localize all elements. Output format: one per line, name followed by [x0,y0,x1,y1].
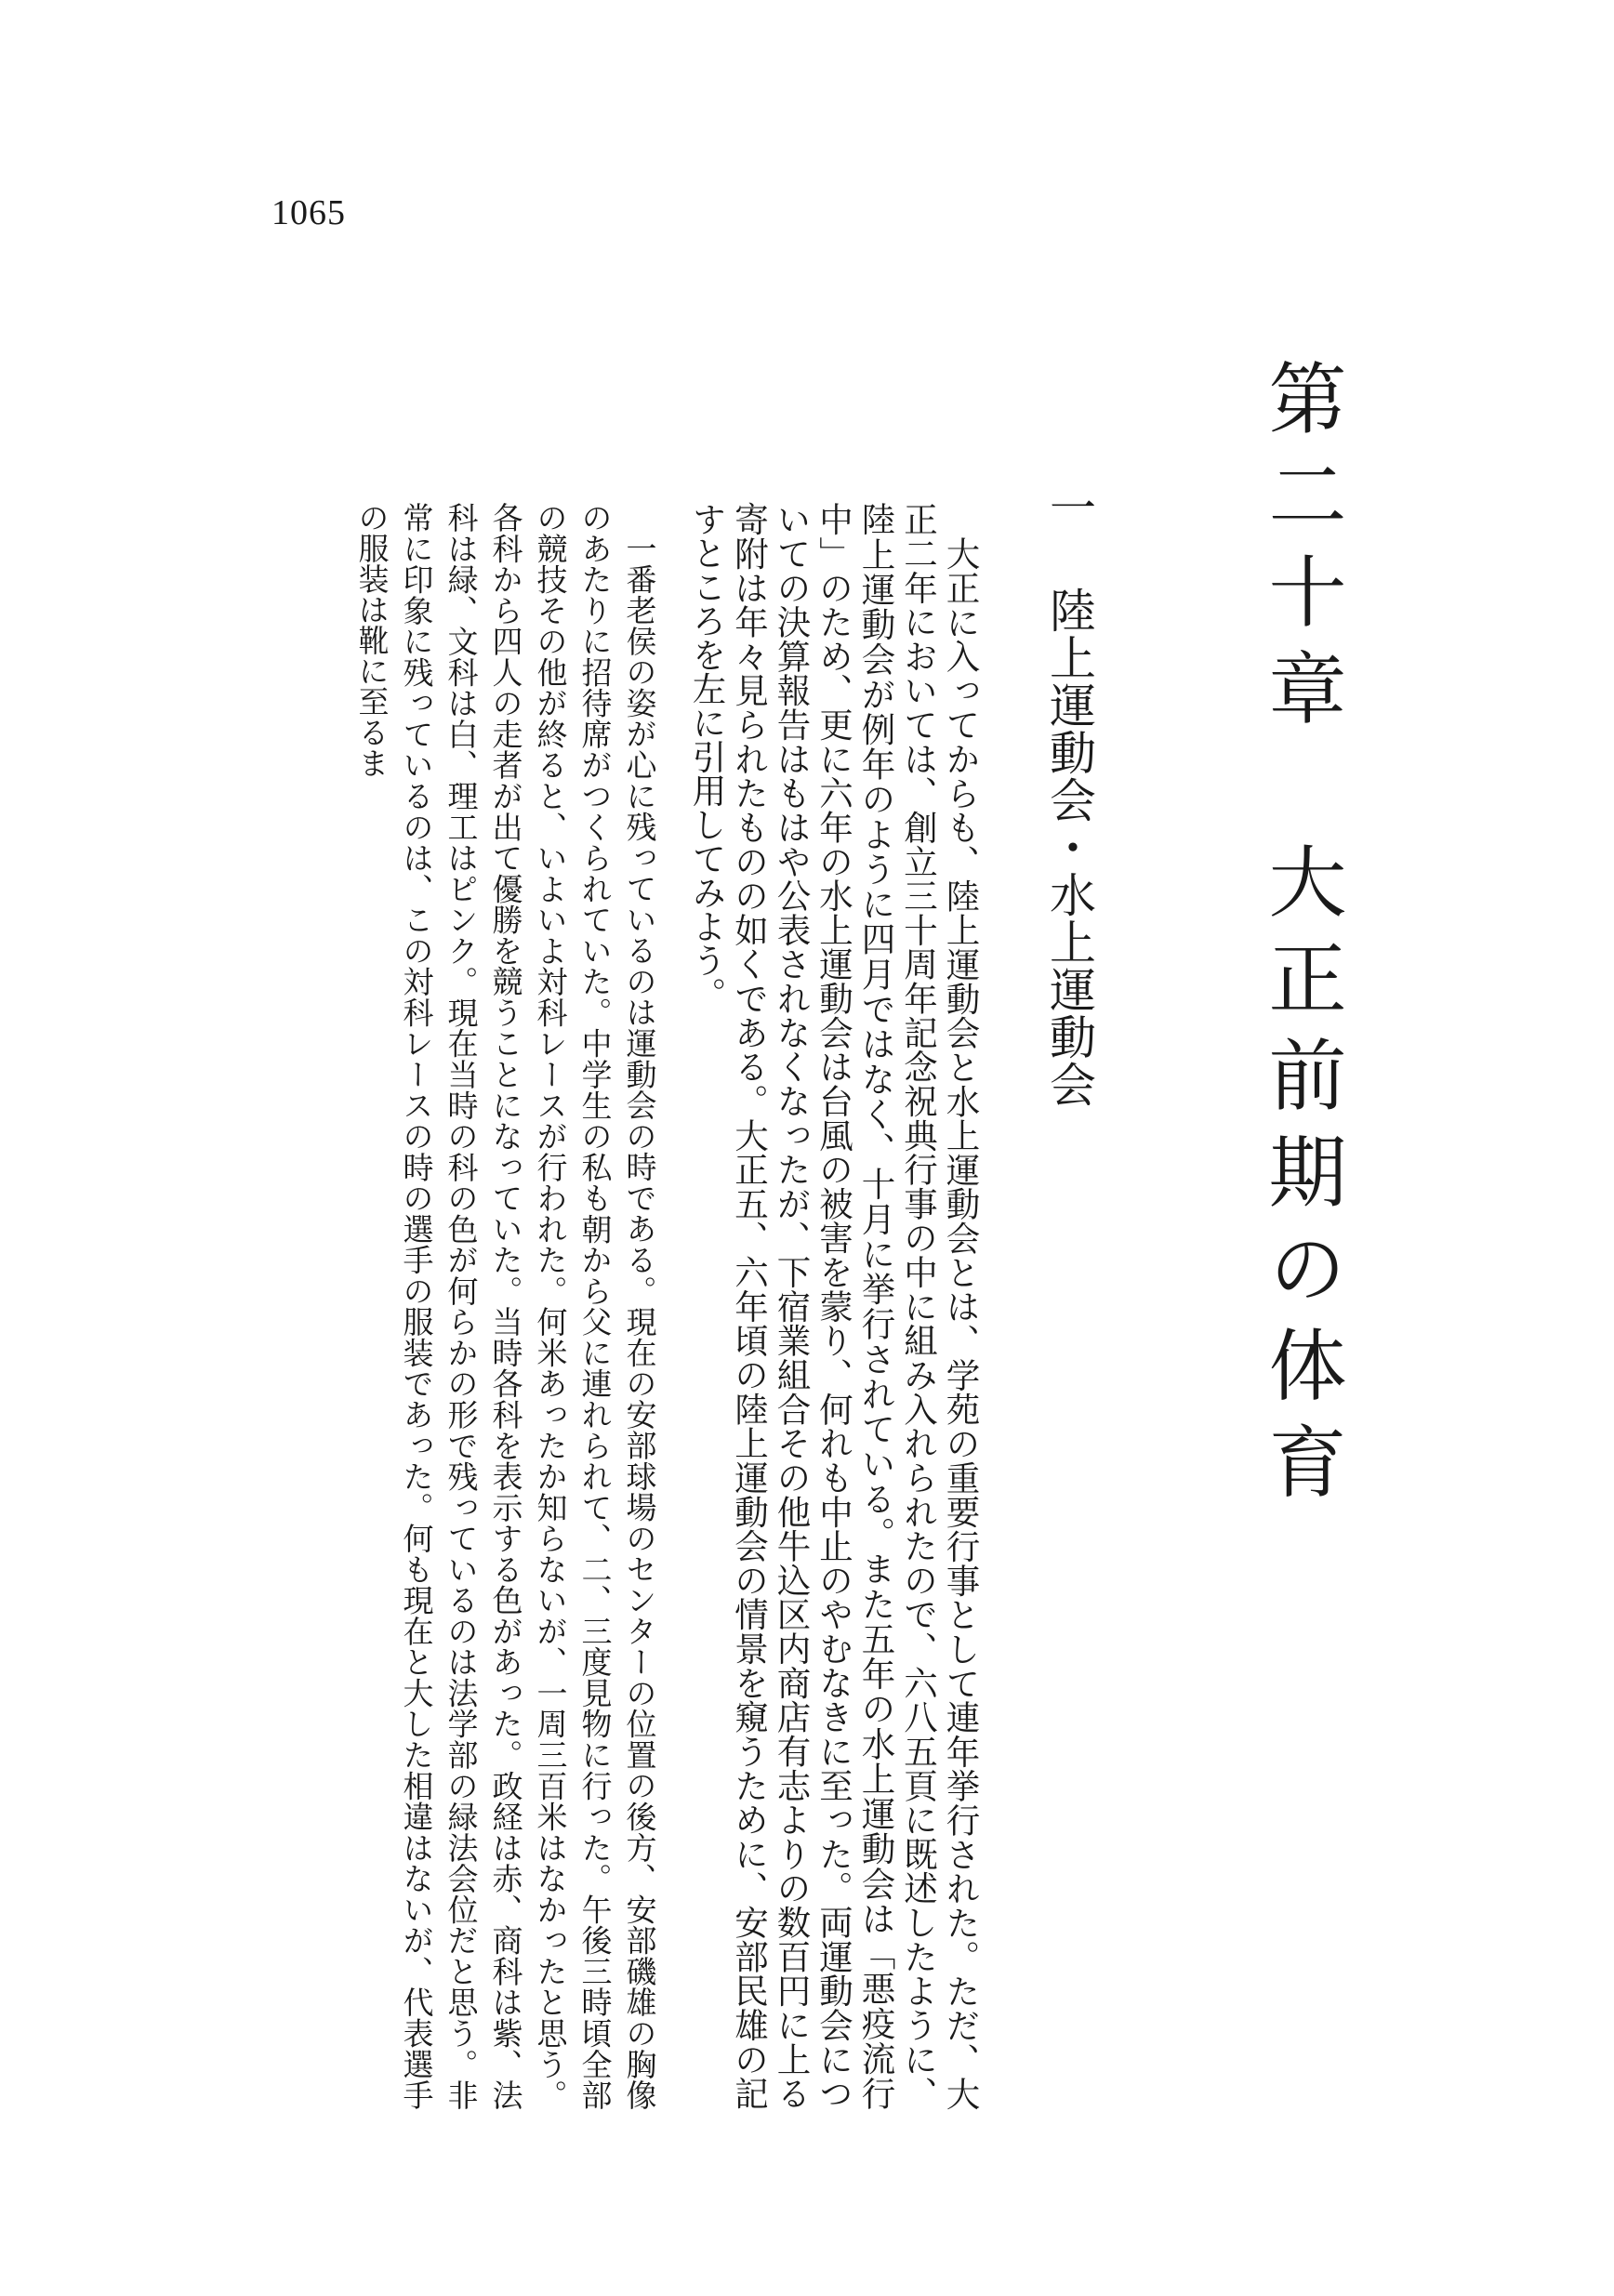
page-number: 1065 [271,193,346,232]
body-text [219,502,982,2110]
chapter-title: 第二十章 大正前期の体育 [1256,358,1347,1518]
quoted-passage: 一番老侯の姿が心に残っているのは運動会の時である。現在の安部球場のセンターの位置の後方、安部磯雄の胸像のあたりに招待席がつくられていた。中学生の私も朝から父に連れられて、二、三度見物に行った。午後三時頃全部の競技その他が終ると、いよいよ対科レースが行われた。何米あったか知らないが、一周三百米はなかったと思う。各科から四人の走者が出て優勝を競うことになっていた。当時各科を表示する色があった。政経は赤、商科は紫、法科は緑、文科は白、理工はピンク。現在当時の科の色が何らかの形で残っているのは法学部の緑法会位だと思う。非常に印象に残っているのは、この対科レースの時の選手の服装であった。何も現在と大した相違はないが、代表選手の服装は靴に至るま [353,502,658,2111]
section-title: 陸上運動会・水上運動会 [1042,587,1096,1108]
section-heading [1037,483,1102,1227]
section-number: 一 [1042,483,1096,531]
body-paragraph: 大正に入ってからも、陸上運動会と水上運動会とは、学苑の重要行事として連年挙行された。ただ、大正二年においては、創立三十周年記念祝典行事の中に組み入れられたので、六八五頁に既述したように、陸上運動会が例年のように四月ではなく、十月に挙行されている。また五年の水上運動会は「悪疫流行中」のため、更に六年の水上運動会は台風の被害を蒙り、何れも中止のやむなきに至った。両運動会についての決算報告はもはや公表されなくなったが、下宿業組合その他牛込区内商店有志よりの数百円に上る寄附は年々見られたものの如くである。大正五、六年頃の陸上運動会の情景を窺うために、安部民雄の記すところを左に引用してみよう。 [687,502,981,2111]
